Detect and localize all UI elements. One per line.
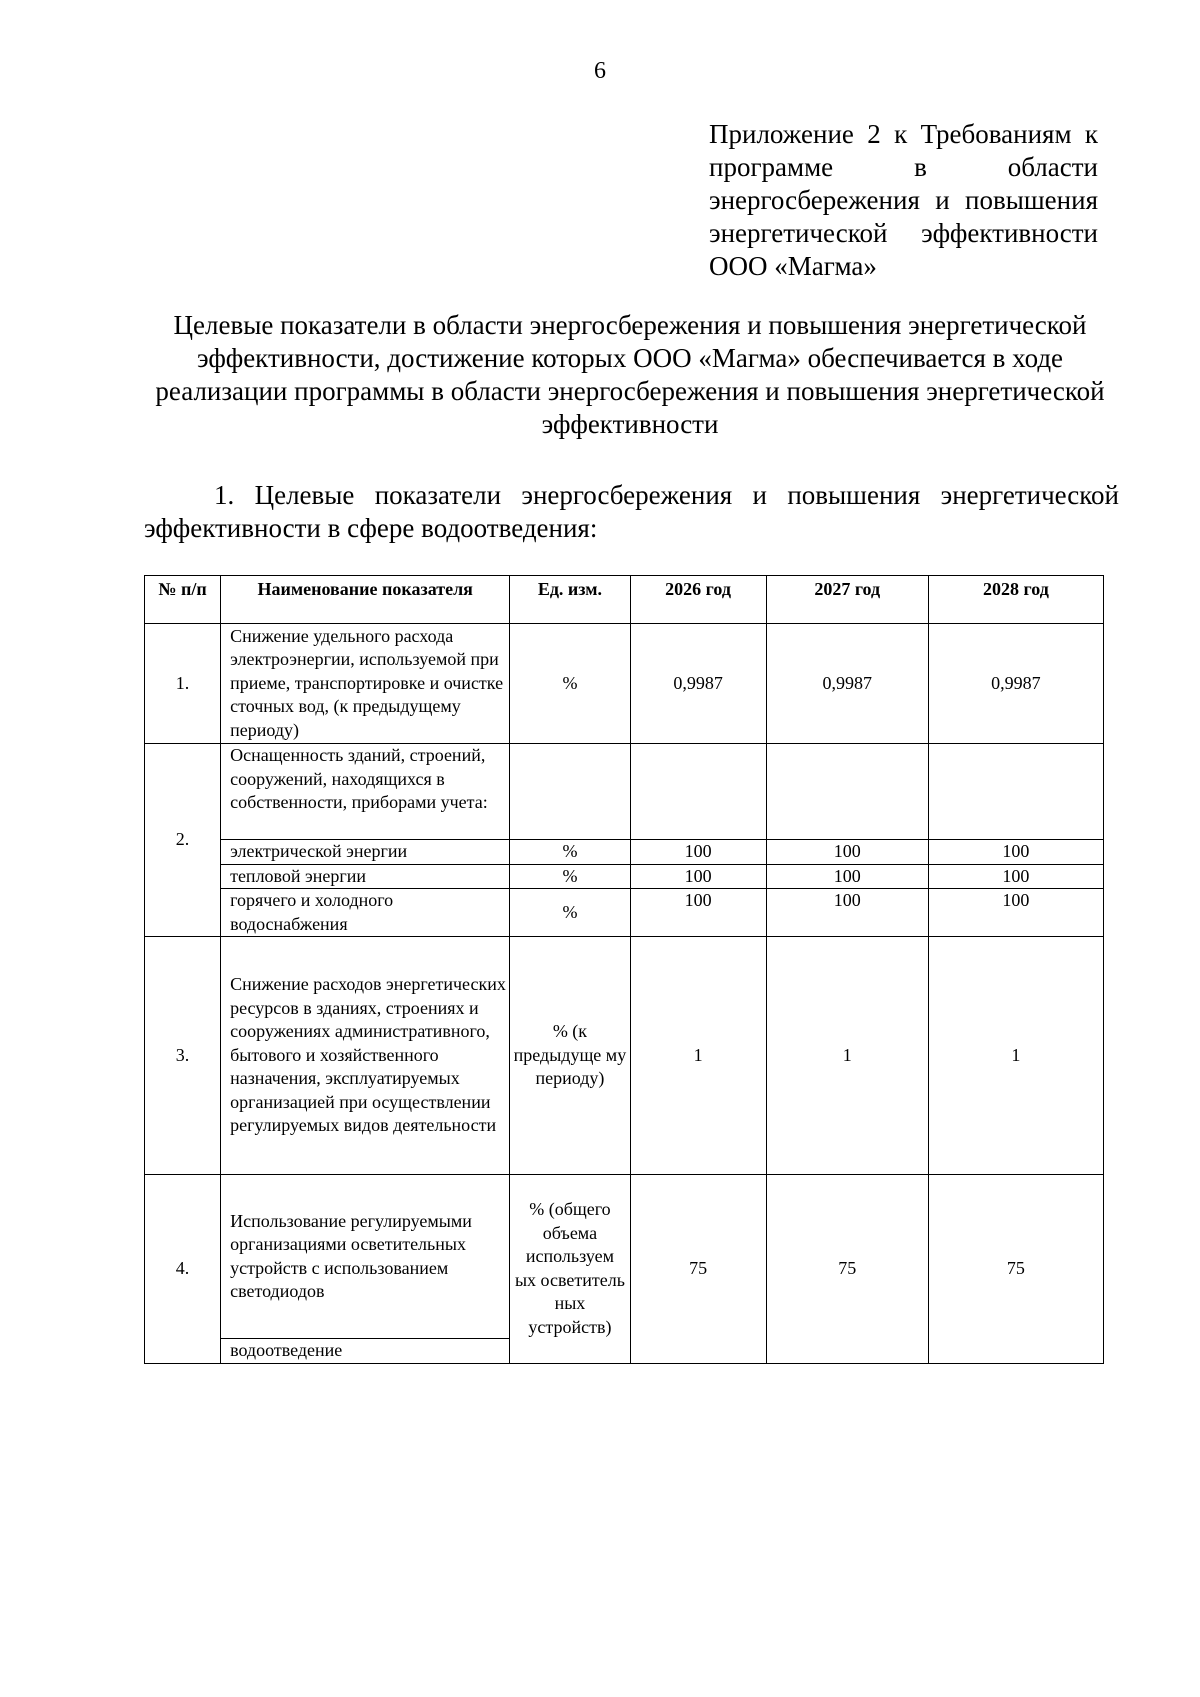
row1-2026: 0,9987 (630, 624, 766, 744)
row2-sub2-2028: 100 (928, 864, 1103, 889)
table-row (145, 624, 1104, 744)
row2-2028-empty (928, 744, 1103, 840)
row1-name: Снижение удельного расхода электроэнергии, используемой при приеме, транспортировке и очистке сточных вод, (к предыдущему периоду) (221, 624, 510, 744)
row2-num: 2. (145, 744, 221, 937)
row3-unit: % (к предыдуще му периоду) (510, 937, 630, 1175)
table-subrow (145, 864, 1104, 889)
row2-sub3-unit: % (510, 889, 630, 937)
row2-sub1-name: электрической энергии (221, 840, 510, 865)
section-heading: 1. Целевые показатели энергосбережения и повышения энергетической эффективности в сфере водоотведения: (144, 480, 1119, 543)
table-subrow (145, 840, 1104, 865)
indicators-table (144, 575, 1104, 1364)
row3-2028: 1 (928, 937, 1103, 1175)
header-unit: Ед. изм. (510, 576, 630, 624)
row3-num: 3. (145, 937, 221, 1175)
page-number: 6 (594, 58, 606, 84)
table-header-row (145, 576, 1104, 624)
row2-unit-empty (510, 744, 630, 840)
table-row (145, 1175, 1104, 1339)
row2-name: Оснащенность зданий, строений, сооружений, находящихся в собственности, приборами учета: (221, 744, 510, 840)
table-subrow (145, 889, 1104, 937)
header-name: Наименование показателя (221, 576, 510, 624)
row1-num: 1. (145, 624, 221, 744)
row2-sub1-2027: 100 (766, 840, 928, 865)
header-2026: 2026 год (630, 576, 766, 624)
row2-sub2-unit: % (510, 864, 630, 889)
row1-unit: % (510, 624, 630, 744)
row2-sub3-2028: 100 (928, 889, 1103, 937)
row2-sub2-2027: 100 (766, 864, 928, 889)
header-2028: 2028 год (928, 576, 1103, 624)
header-2027: 2027 год (766, 576, 928, 624)
row3-name: Снижение расходов энергетических ресурсов в зданиях, строениях и сооружениях административного, бытового и хозяйственного назначения, эксплуатируемых организацией при осуществлении регулируемых видов деятельности (221, 937, 510, 1175)
row4-unit: % (общего объема используем ых осветитель ных устройств) (510, 1175, 630, 1364)
row4-2026: 75 (630, 1175, 766, 1364)
row2-2026-empty (630, 744, 766, 840)
appendix-note: Приложение 2 к Требованиям к программе в области энергосбережения и повышения энергетической эффективности ООО «Магма» (709, 119, 1098, 281)
row1-2028: 0,9987 (928, 624, 1103, 744)
row4-2028: 75 (928, 1175, 1103, 1364)
table-row (145, 744, 1104, 840)
row2-sub1-2028: 100 (928, 840, 1103, 865)
row4-num: 4. (145, 1175, 221, 1364)
row3-2027: 1 (766, 937, 928, 1175)
document-title: Целевые показатели в области энергосбережения и повышения энергетической эффективности, достижение которых ООО «Магма» обеспечивается в ходе реализации программы в области энергосбережения и повышения энергетической эффективности (155, 310, 1105, 439)
row2-sub3-2027: 100 (766, 889, 928, 937)
table-row (145, 937, 1104, 1175)
row2-sub2-2026: 100 (630, 864, 766, 889)
row2-2027-empty (766, 744, 928, 840)
row2-sub2-name: тепловой энергии (221, 864, 510, 889)
row3-2026: 1 (630, 937, 766, 1175)
header-num: № п/п (145, 576, 221, 624)
row2-sub1-unit: % (510, 840, 630, 865)
row1-2027: 0,9987 (766, 624, 928, 744)
row2-sub3-name: горячего и холодного водоснабжения (221, 889, 510, 937)
row4-2027: 75 (766, 1175, 928, 1364)
row4-name: Использование регулируемыми организациями осветительных устройств с использованием светодиодов (221, 1175, 510, 1339)
row2-sub1-2026: 100 (630, 840, 766, 865)
row4-sub-name: водоотведение (221, 1339, 510, 1364)
row2-sub3-2026: 100 (630, 889, 766, 937)
